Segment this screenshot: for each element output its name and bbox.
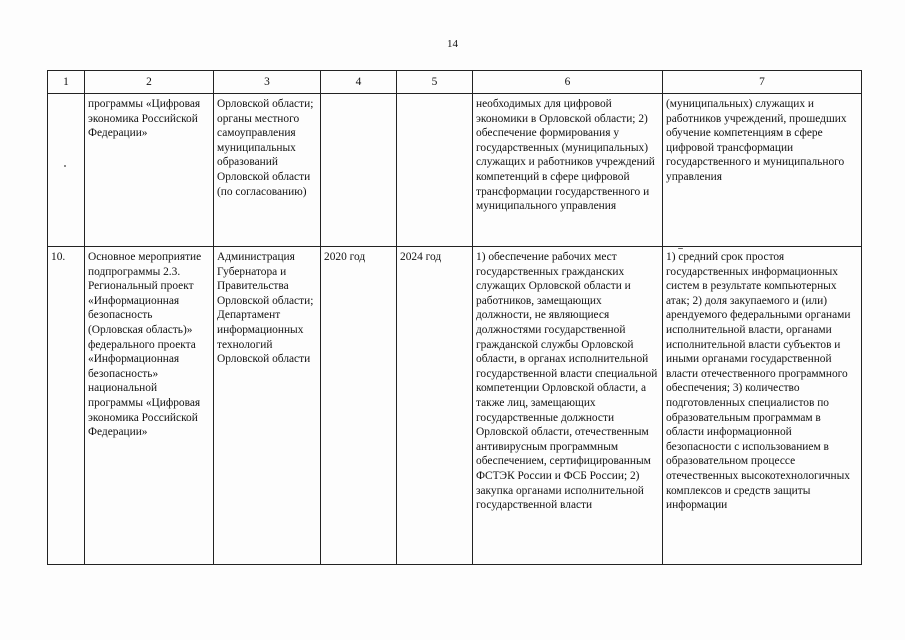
cell-event-name: Основное мероприятие подпрограммы 2.3. Региональный проект «Информационная безопасность (Орловская область)» федерального проекта «Информационная безопасность» национальной программы «Цифровая экономика Российской Федерации» <box>85 247 214 565</box>
cell-start-year: 2020 год <box>321 247 397 565</box>
header-col-7: 7 <box>663 71 862 94</box>
cell-number: 10. <box>48 247 85 565</box>
cell-expected-result: необходимых для цифровой экономики в Орловской области; 2) обеспечение формирования у государственных (муниципальных) служащих и работников учреждений компетенций в сфере цифровой трансформации государственного и муниципального управления <box>473 94 663 247</box>
header-col-6: 6 <box>473 71 663 94</box>
table-row <box>48 94 862 247</box>
scan-speck <box>678 248 683 249</box>
header-col-3: 3 <box>214 71 321 94</box>
scan-speck <box>64 165 66 167</box>
cell-indicators: 1) средний срок простоя государственных информационных систем в результате компьютерных атак; 2) доля закупаемого и (или) арендуемого федеральными органами исполнительной власти, органами исполнительной власти субъектов и иными органами государственной власти отечественного программного обеспечения; 3) количество подготовленных специалистов по образовательным программам в области информационной безопасности с использованием в образовательном процессе отечественных высокотехнологичных комплексов и средств защиты информации <box>663 247 862 565</box>
header-col-5: 5 <box>397 71 473 94</box>
header-col-4: 4 <box>321 71 397 94</box>
page-number: 14 <box>447 38 458 50</box>
header-col-1: 1 <box>48 71 85 94</box>
cell-responsible: Орловской области; органы местного самоуправления муниципальных образований Орловской области (по согласованию) <box>214 94 321 247</box>
cell-start-year <box>321 94 397 247</box>
table-header-row <box>48 71 862 94</box>
cell-end-year <box>397 94 473 247</box>
program-table <box>47 70 862 565</box>
header-col-2: 2 <box>85 71 214 94</box>
cell-expected-result: 1) обеспечение рабочих мест государственных гражданских служащих Орловской области и работников, замещающих должности, не являющиеся должностями государственной гражданской службы Орловской области, в органах исполнительной государственной власти специальной компетенции Орловской области, а также лиц, замещающих государственные должности Орловской области, отечественным антивирусным программным обеспечением, сертифицированным ФСТЭК России и ФСБ России; 2) закупка органами исполнительной государственной власти <box>473 247 663 565</box>
cell-number <box>48 94 85 247</box>
cell-indicators: (муниципальных) служащих и работников учреждений, прошедших обучение компетенциям в сфере цифровой трансформации государственного и муниципального управления <box>663 94 862 247</box>
cell-event-name: программы «Цифровая экономика Российской Федерации» <box>85 94 214 247</box>
table-row <box>48 247 862 565</box>
cell-responsible: Администрация Губернатора и Правительства Орловской области; Департамент информационных технологий Орловской области <box>214 247 321 565</box>
cell-end-year: 2024 год <box>397 247 473 565</box>
